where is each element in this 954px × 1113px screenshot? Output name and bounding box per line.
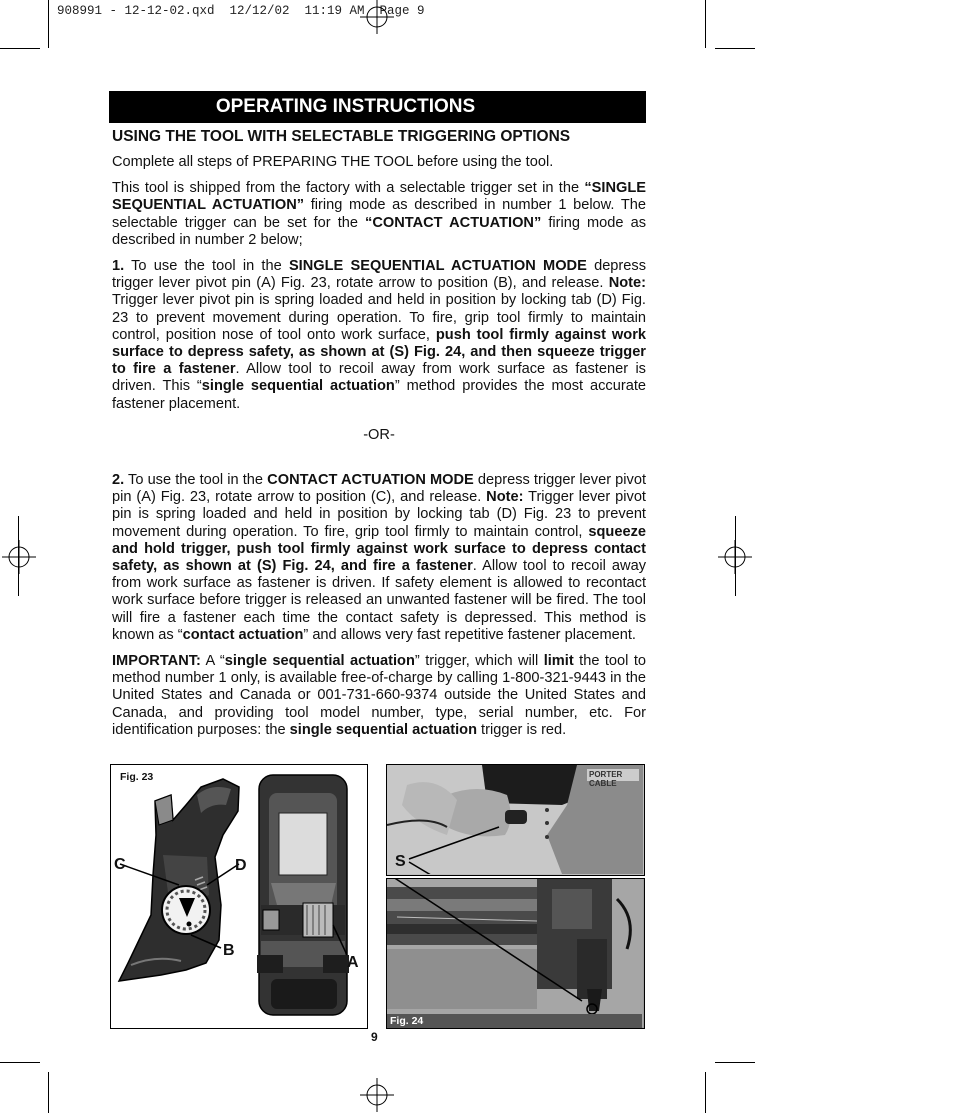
crop-mark: [18, 516, 19, 596]
instructions-body: [112, 154, 646, 748]
step-1-paragraph: 1. To use the tool in the SINGLE SEQUENTIAL ACTUATION MODE depress trigger lever pivot pin (A) Fig. 23, rotate arrow to position (B), and release. Note: Trigger lever pivot pin is spring loaded and held in position by locking tab (D) Fig. 23 to prevent movement during operation. To fire, grip tool firmly to maintain control, position nose of tool onto work surface, push tool firmly against work surface to depress safety, as shown at (S) Fig. 24, and then squeeze trigger to fire a fastener. Allow tool to recoil away from work surface as fastener is driven. This “single sequential actuation” method provides the most accurate fastener placement.: [112, 258, 646, 412]
callout-s: S: [395, 853, 406, 870]
figure-24-grip-photo: [386, 764, 645, 876]
crop-mark: [705, 1072, 706, 1113]
brand-label: PORTER CABLE: [589, 770, 623, 788]
trigger-illustration: [111, 765, 366, 1027]
crop-mark: [705, 0, 706, 48]
section-heading: USING THE TOOL WITH SELECTABLE TRIGGERING OPTIONS: [112, 128, 571, 145]
crop-mark: [0, 1062, 40, 1063]
nailer-nose-photo: [387, 879, 643, 1027]
crop-mark: [0, 48, 40, 49]
crop-mark: [48, 1072, 49, 1113]
page-title: OPERATING INSTRUCTIONS: [109, 91, 646, 123]
crop-mark: [715, 1062, 755, 1063]
figure-24-nose-photo: [386, 878, 645, 1029]
figure-23: [110, 764, 368, 1029]
registration-mark-icon: [2, 540, 36, 574]
or-separator: -OR-: [363, 426, 395, 443]
step-2-paragraph: 2. To use the tool in the CONTACT ACTUATION MODE depress trigger lever pivot pin (A) Fig. 23, rotate arrow to position (C), and release. Note: Trigger lever pivot pin is spring loaded and held in position by locking tab (D) Fig. 23 to prevent movement during operation. To fire, grip tool firmly to maintain control, squeeze and hold trigger, push tool firmly against work surface to depress contact safety, as shown at (S) Fig. 24, and fire a fastener. Allow tool to recoil away from work surface as fastener is driven. If safety element is allowed to recontact work surface before trigger is released an unwanted fastener will be fired. The tool will fire a fastener each time the contact safety is depressed. This method is known as “contact actuation” and allows very fast repetitive fastener placement.: [112, 472, 646, 643]
callout-d: D: [235, 857, 247, 874]
callout-c: C: [114, 856, 126, 873]
crop-mark: [735, 516, 736, 596]
intro-paragraph: Complete all steps of PREPARING THE TOOL before using the tool.: [112, 154, 554, 170]
figure-24-caption: Fig. 24: [387, 1014, 642, 1028]
shipping-paragraph: This tool is shipped from the factory with a selectable trigger set in the “SINGLE SEQUENTIAL ACTUATION” firing mode as described in number 1 below. The selectable trigger can be set for the “CONTACT ACTUATION” firing mode as described in number 2 below;: [112, 180, 647, 248]
callout-a: A: [347, 954, 359, 971]
registration-mark-icon: [360, 0, 394, 34]
important-paragraph: IMPORTANT: A “single sequential actuation” trigger, which will limit the tool to method number 1 only, is available free-of-charge by calling 1-800-321-9443 in the United States and Canada or 001-731-660-9374 outside the United States and Canada, and providing tool model number, type, serial number, etc. For identification purposes: the single sequential actuation trigger is red.: [112, 653, 647, 738]
crop-mark: [715, 48, 755, 49]
print-slug: 908991 - 12-12-02.qxd 12/12/02 11:19 AM Page 9: [57, 4, 425, 18]
callout-b: B: [223, 942, 235, 959]
figure-23-label: Fig. 23: [120, 771, 154, 783]
crop-mark: [48, 0, 49, 48]
page-number: 9: [371, 1030, 378, 1044]
registration-mark-icon: [360, 1078, 394, 1112]
